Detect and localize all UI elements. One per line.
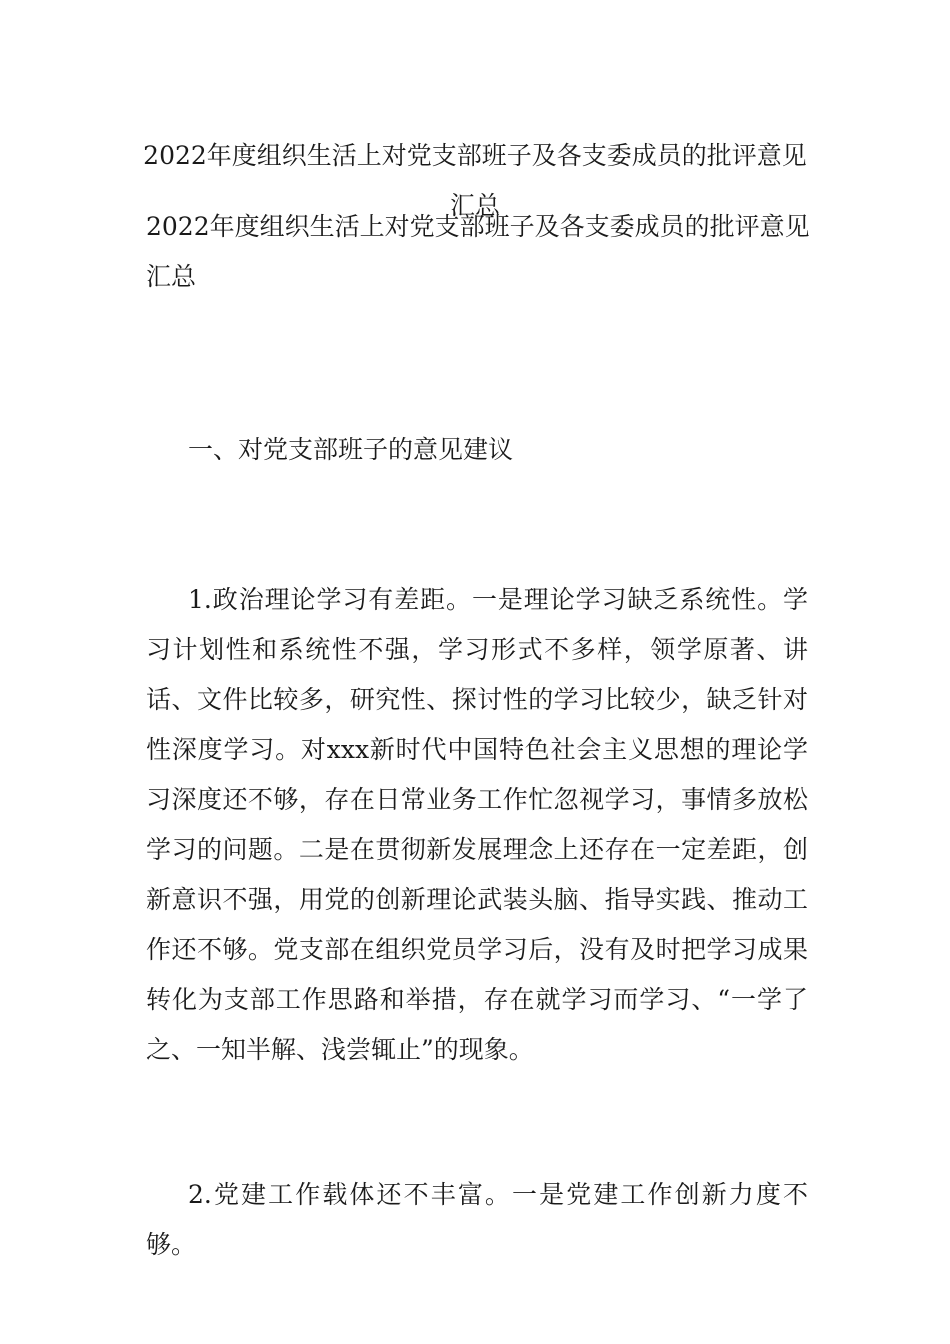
paragraph-political-theory: 1.政治理论学习有差距。一是理论学习缺乏系统性。学习计划性和系统性不强，学习形式不多样，领学原著、讲话、文件比较多，研究性、探讨性的学习比较少，缺乏针对性深度学习。对xxx新时代中国特色社会主义思想的理论学习深度还不够，存在日常业务工作忙忽视学习，事情多放松学习的问题。二是在贯彻新发展理念上还存在一定差距，创新意识不强，用党的创新理论武装头脑、指导实践、推动工作还不够。党支部在组织党员学习后，没有及时把学习成果转化为支部工作思路和举措，存在就学习而学习、“一学了之、一知半解、浅尝辄止”的现象。 [146,585,808,1064]
document-title-repeated: 2022年度组织生活上对党支部班子及各支委成员的批评意见汇总 [146,212,810,291]
section-heading: 一、对党支部班子的意见建议 [188,435,514,464]
paragraph-party-building: 2.党建工作载体还不丰富。一是党建工作创新力度不够。 [146,1180,808,1259]
document-title-centered: 2022年度组织生活上对党支部班子及各支委成员的批评意见汇总 [143,141,807,220]
